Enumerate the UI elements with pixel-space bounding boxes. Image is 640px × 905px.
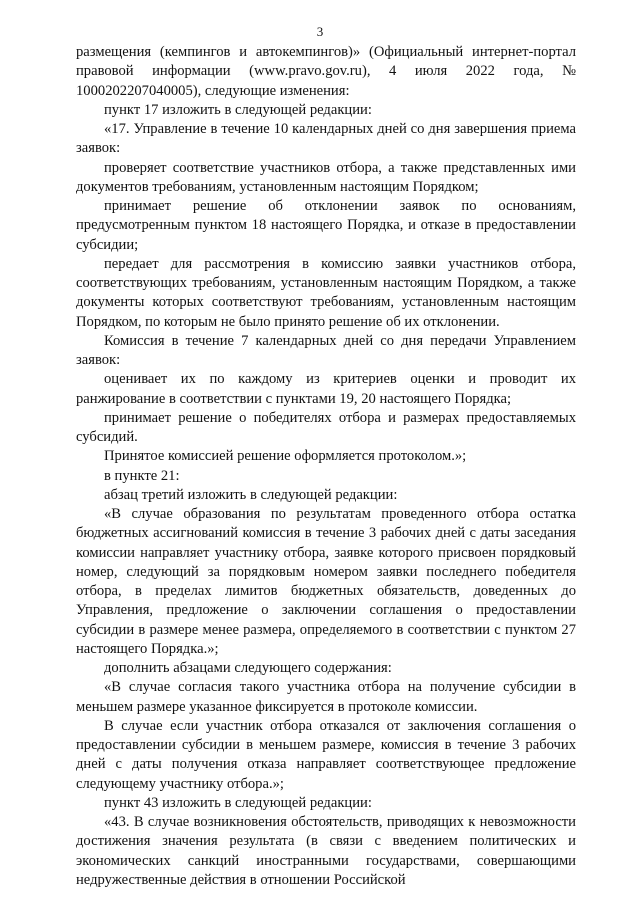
paragraph: абзац третий изложить в следующей редакции: <box>104 486 398 503</box>
paragraph: принимает решение о победителях отбора и размерах предоставляемых субсидий. <box>76 409 576 445</box>
paragraph: В случае если участник отбора отказался от заключения соглашения о предоставлении субсидии в меньшем размере, комиссия в течение 3 рабочих дней с даты получения отказа направляет соответствующее предложение следующему участнику отбора.»; <box>76 717 576 792</box>
paragraph: пункт 43 изложить в следующей редакции: <box>104 794 372 811</box>
paragraph: в пункте 21: <box>104 467 180 484</box>
paragraph: размещения (кемпингов и автокемпингов)» (Официальный интернет-портал правовой информации (www.pravo.gov.ru), 4 июля 2022 года, № 1000202207040005), следующие изменения: <box>76 44 576 99</box>
paragraph: «43. В случае возникновения обстоятельств, приводящих к невозможности достижения значения результата (в связи с введением политических и экономических санкций иностранными государствами, совершающими недружественные действия в отношении Российской <box>76 814 576 888</box>
paragraph: передает для рассмотрения в комиссию заявки участников отбора, соответствующих требованиям, установленным настоящим Порядком, а также документы которых соответствуют требованиям, установленным настоящим Порядком, по которым не было принято решение об их отклонении. <box>76 255 576 330</box>
page-number: 3 <box>316 24 324 39</box>
paragraph: дополнить абзацами следующего содержания: <box>104 660 392 676</box>
paragraph: «17. Управление в течение 10 календарных дней со дня завершения приема заявок: <box>76 121 576 157</box>
paragraph: оценивает их по каждому из критериев оценки и проводит их ранжирование в соответствии с пунктами 19, 20 настоящего Порядка; <box>76 371 576 407</box>
paragraph: пункт 17 изложить в следующей редакции: <box>104 101 372 118</box>
paragraph: «В случае согласия такого участника отбора на получение субсидии в меньшем размере указанное фиксируется в протоколе комиссии. <box>76 679 576 715</box>
document-body <box>76 43 576 890</box>
paragraph: Принятое комиссией решение оформляется протоколом.»; <box>104 448 467 465</box>
paragraph: проверяет соответствие участников отбора, а также представленных ими документов требованиям, установленным настоящим Порядком; <box>76 159 576 195</box>
paragraph: Комиссия в течение 7 календарных дней со дня передачи Управлением заявок: <box>76 332 576 368</box>
paragraph: «В случае образования по результатам проведенного отбора остатка бюджетных ассигнований комиссия в течение 3 рабочих дней с даты заседания комиссии направляет участнику отбора, заявке которого присвоен порядковый номер, следующий за порядковым номером заявки последнего победителя отбора, в пределах лимитов бюджетных обязательств, доведенных до Управления, предложение о заключении соглашения о предоставлении субсидии в размере менее размера, определяемого в соответствии с пунктом 27 настоящего Порядка.»; <box>76 506 576 657</box>
paragraph: принимает решение об отклонении заявок по основаниям, предусмотренным пунктом 18 настоящего Порядка, и отказе в предоставлении субсидии; <box>76 198 576 253</box>
